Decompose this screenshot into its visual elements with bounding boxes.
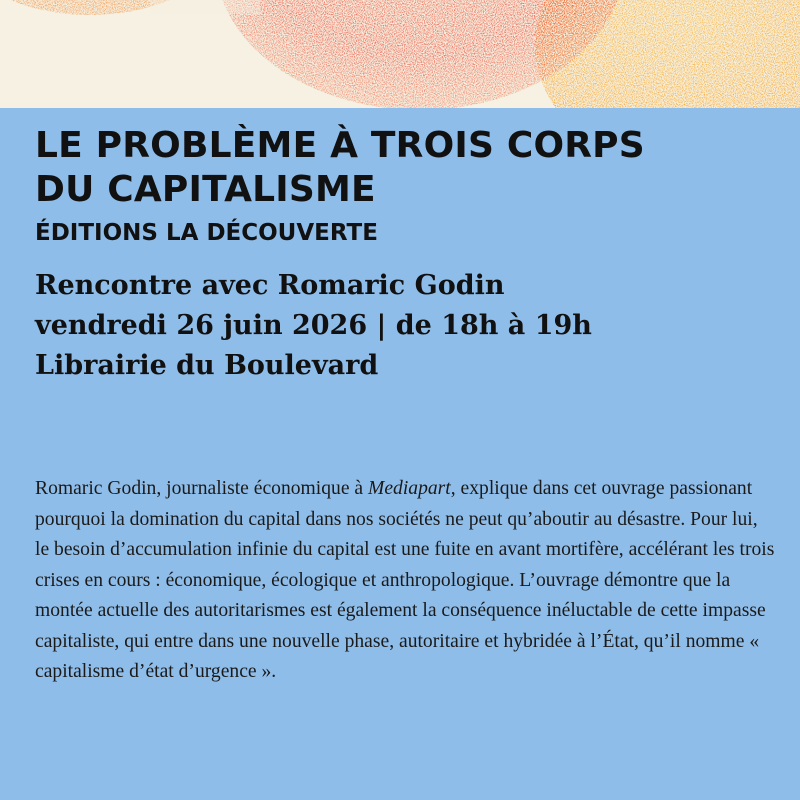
book-title-line: LE PROBLÈME À TROIS CORPS xyxy=(35,125,645,166)
book-title xyxy=(35,124,775,212)
poster-header xyxy=(35,124,775,386)
book-description xyxy=(35,474,775,688)
event-details xyxy=(35,266,775,386)
book-title-line: DU CAPITALISME xyxy=(35,169,376,210)
abstract-orbs-illustration xyxy=(0,0,800,108)
description-text: Romaric Godin, journaliste économique à xyxy=(35,478,369,499)
description-text: , explique dans cet ouvrage passionant pourquoi la domination du capital dans nos sociétés ne peut qu’aboutir au désastre. Pour lui, le besoin d’accumulation infinie du capital est une fuite en avant mortifère, accélérant les trois crises en cours : économique, écologique et anthropologique. L’ouvrage démontre que la montée actuelle des autoritarismes est également la conséquence inéluctable de cette impasse capitaliste, qui entre dans une nouvelle phase, autoritaire et hybridée à l’État, qu’il nomme « capitalisme d’état d’urgence ». xyxy=(35,478,775,682)
publisher-name: ÉDITIONS LA DÉCOUVERTE xyxy=(35,220,378,246)
event-speaker: Rencontre avec Romaric Godin xyxy=(35,270,505,301)
event-venue: Librairie du Boulevard xyxy=(35,350,379,381)
book-cover-banner xyxy=(0,0,800,108)
publication-name: Mediapart xyxy=(368,478,451,499)
event-date-time: vendredi 26 juin 2026 | de 18h à 19h xyxy=(35,310,592,341)
